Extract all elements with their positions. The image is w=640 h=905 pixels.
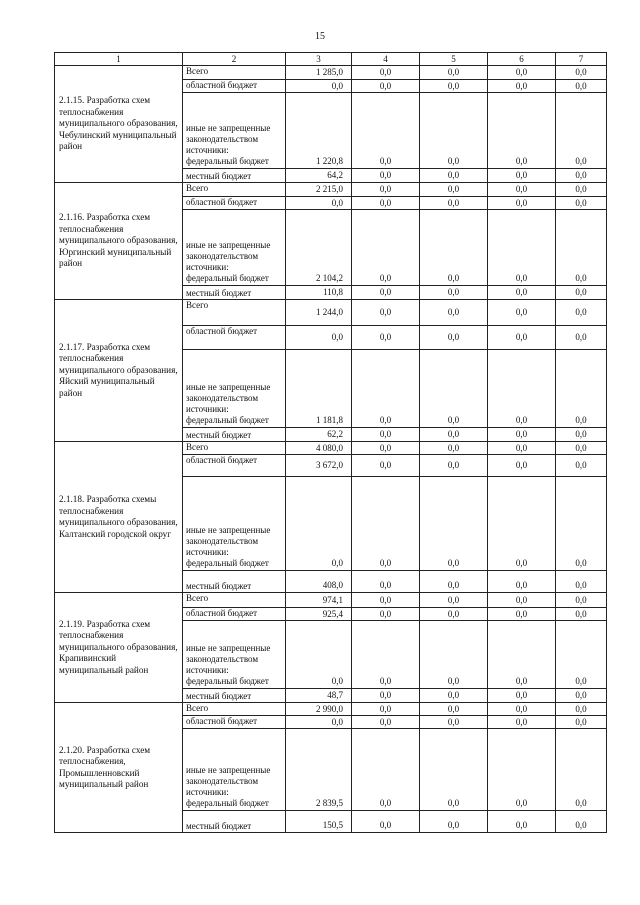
- value-cell: 0,0: [286, 716, 352, 729]
- table-row: [55, 442, 607, 455]
- local-label: местный бюджет: [183, 286, 286, 300]
- value-cell: 0,0: [488, 428, 556, 442]
- header-cell: 2: [183, 53, 286, 66]
- value-cell: 0,0: [352, 689, 420, 703]
- value-cell: 0,0: [352, 93, 420, 169]
- value-cell: 0,0: [352, 210, 420, 286]
- value-cell: 0,0: [488, 300, 556, 326]
- value-cell: 0,0: [556, 621, 607, 689]
- value-cell: 0,0: [488, 703, 556, 716]
- header-cell: 4: [352, 53, 420, 66]
- value-cell: 1 285,0: [286, 66, 352, 80]
- header-cell: 6: [488, 53, 556, 66]
- value-cell: 0,0: [352, 571, 420, 593]
- value-cell: 0,0: [488, 350, 556, 428]
- value-cell: 2 215,0: [286, 183, 352, 197]
- value-cell: 0,0: [420, 93, 488, 169]
- table-row: [55, 703, 607, 716]
- value-cell: 0,0: [556, 442, 607, 455]
- header-cell: 5: [420, 53, 488, 66]
- value-cell: 0,0: [488, 326, 556, 350]
- other-sources-label: иные не запрещенные законодательством источники:: [186, 765, 271, 798]
- value-cell: 0,0: [352, 729, 420, 811]
- value-cell: 0,0: [352, 350, 420, 428]
- value-cell: 0,0: [420, 621, 488, 689]
- regional-label: областной бюджет: [183, 326, 286, 350]
- value-cell: 0,0: [556, 455, 607, 477]
- value-cell: 0,0: [556, 716, 607, 729]
- total-label: Всего: [183, 593, 286, 608]
- value-cell: 0,0: [488, 571, 556, 593]
- value-cell: 0,0: [420, 689, 488, 703]
- value-cell: 0,0: [286, 326, 352, 350]
- value-cell: 0,0: [420, 608, 488, 621]
- value-cell: 0,0: [556, 703, 607, 716]
- other-sources-label: иные не запрещенные законодательством источники:: [186, 643, 271, 676]
- value-cell: 0,0: [420, 442, 488, 455]
- value-cell: 0,0: [556, 811, 607, 833]
- value-cell: 0,0: [420, 350, 488, 428]
- local-label: местный бюджет: [183, 169, 286, 183]
- federal-label: федеральный бюджет: [186, 415, 269, 426]
- header-cell: 3: [286, 53, 352, 66]
- value-cell: 0,0: [556, 93, 607, 169]
- value-cell: 0,0: [556, 593, 607, 608]
- total-label: Всего: [183, 66, 286, 80]
- value-cell: 0,0: [556, 197, 607, 210]
- section-name: 2.1.18. Разработка схемы теплоснабжения муниципального образования, Калтанский городской округ: [55, 442, 183, 593]
- table-row: [55, 300, 607, 326]
- value-cell: 0,0: [488, 442, 556, 455]
- other-sources-label: иные не запрещенные законодательством источники:: [186, 123, 271, 156]
- value-cell: 0,0: [420, 80, 488, 93]
- value-cell: 0,0: [488, 80, 556, 93]
- federal-label: федеральный бюджет: [186, 798, 269, 809]
- value-cell: 2 839,5: [286, 729, 352, 811]
- total-label: Всего: [183, 442, 286, 455]
- value-cell: 0,0: [352, 286, 420, 300]
- value-cell: 4 080,0: [286, 442, 352, 455]
- value-cell: 0,0: [420, 811, 488, 833]
- value-cell: 0,0: [488, 621, 556, 689]
- value-cell: 48,7: [286, 689, 352, 703]
- value-cell: 0,0: [556, 300, 607, 326]
- total-label: Всего: [183, 183, 286, 197]
- federal-label: федеральный бюджет: [186, 558, 269, 569]
- header-row: [55, 53, 607, 66]
- value-cell: 0,0: [556, 326, 607, 350]
- value-cell: 0,0: [420, 716, 488, 729]
- value-cell: 110,8: [286, 286, 352, 300]
- value-cell: 0,0: [352, 608, 420, 621]
- value-cell: 0,0: [352, 716, 420, 729]
- header-cell: 1: [55, 53, 183, 66]
- value-cell: 1 220,8: [286, 93, 352, 169]
- value-cell: 0,0: [420, 571, 488, 593]
- value-cell: 0,0: [420, 326, 488, 350]
- value-cell: 0,0: [352, 66, 420, 80]
- value-cell: 0,0: [488, 593, 556, 608]
- value-cell: 0,0: [420, 197, 488, 210]
- source-label: [183, 210, 286, 286]
- federal-label: федеральный бюджет: [186, 676, 269, 687]
- regional-label: областной бюджет: [183, 716, 286, 729]
- value-cell: 0,0: [420, 593, 488, 608]
- value-cell: 0,0: [488, 183, 556, 197]
- value-cell: 0,0: [352, 621, 420, 689]
- value-cell: 62,2: [286, 428, 352, 442]
- value-cell: 0,0: [352, 593, 420, 608]
- value-cell: 408,0: [286, 571, 352, 593]
- value-cell: 0,0: [286, 197, 352, 210]
- value-cell: 0,0: [556, 477, 607, 571]
- value-cell: 150,5: [286, 811, 352, 833]
- value-cell: 0,0: [420, 183, 488, 197]
- source-label: [183, 350, 286, 428]
- value-cell: 0,0: [556, 80, 607, 93]
- value-cell: 0,0: [352, 428, 420, 442]
- value-cell: 0,0: [420, 455, 488, 477]
- value-cell: 0,0: [556, 286, 607, 300]
- value-cell: 0,0: [352, 183, 420, 197]
- budget-table: [54, 52, 607, 833]
- source-label: [183, 477, 286, 571]
- value-cell: 0,0: [556, 729, 607, 811]
- value-cell: 0,0: [488, 197, 556, 210]
- value-cell: 0,0: [488, 455, 556, 477]
- value-cell: 0,0: [420, 210, 488, 286]
- section-name: 2.1.15. Разработка схем теплоснабжения муниципального образования, Чебулинский муниципальный район: [55, 66, 183, 183]
- value-cell: 2 104,2: [286, 210, 352, 286]
- value-cell: 0,0: [488, 66, 556, 80]
- value-cell: 0,0: [488, 286, 556, 300]
- value-cell: 0,0: [420, 477, 488, 571]
- value-cell: 0,0: [352, 300, 420, 326]
- section-name: 2.1.17. Разработка схем теплоснабжения муниципального образования, Яйский муниципальный район: [55, 300, 183, 442]
- value-cell: 0,0: [352, 442, 420, 455]
- local-label: местный бюджет: [183, 811, 286, 833]
- other-sources-label: иные не запрещенные законодательством источники:: [186, 240, 271, 273]
- value-cell: 0,0: [556, 210, 607, 286]
- value-cell: 0,0: [352, 197, 420, 210]
- value-cell: 974,1: [286, 593, 352, 608]
- page-number: 15: [315, 31, 325, 42]
- value-cell: 0,0: [488, 811, 556, 833]
- value-cell: 0,0: [352, 80, 420, 93]
- value-cell: 0,0: [352, 811, 420, 833]
- value-cell: 0,0: [420, 66, 488, 80]
- table-row: [55, 183, 607, 197]
- value-cell: 0,0: [556, 350, 607, 428]
- regional-label: областной бюджет: [183, 197, 286, 210]
- value-cell: 0,0: [488, 689, 556, 703]
- federal-label: федеральный бюджет: [186, 273, 269, 284]
- value-cell: 0,0: [556, 66, 607, 80]
- section-name: 2.1.20. Разработка схем теплоснабжения, Промышленновский муниципальный район: [55, 703, 183, 833]
- value-cell: 64,2: [286, 169, 352, 183]
- other-sources-label: иные не запрещенные законодательством источники:: [186, 525, 271, 558]
- value-cell: 0,0: [286, 80, 352, 93]
- value-cell: 0,0: [352, 703, 420, 716]
- source-label: [183, 93, 286, 169]
- value-cell: 925,4: [286, 608, 352, 621]
- value-cell: 0,0: [352, 455, 420, 477]
- source-label: [183, 621, 286, 689]
- value-cell: 0,0: [488, 716, 556, 729]
- value-cell: 0,0: [420, 729, 488, 811]
- regional-label: областной бюджет: [183, 80, 286, 93]
- other-sources-label: иные не запрещенные законодательством источники:: [186, 382, 271, 415]
- value-cell: 0,0: [488, 210, 556, 286]
- local-label: местный бюджет: [183, 428, 286, 442]
- value-cell: 0,0: [556, 571, 607, 593]
- value-cell: 0,0: [556, 608, 607, 621]
- value-cell: 0,0: [488, 729, 556, 811]
- value-cell: 0,0: [286, 621, 352, 689]
- value-cell: 0,0: [556, 689, 607, 703]
- federal-label: федеральный бюджет: [186, 156, 269, 167]
- source-label: [183, 729, 286, 811]
- value-cell: 0,0: [556, 428, 607, 442]
- table-row: [55, 66, 607, 80]
- table-row: [55, 593, 607, 608]
- local-label: местный бюджет: [183, 689, 286, 703]
- value-cell: 0,0: [488, 93, 556, 169]
- value-cell: 0,0: [420, 300, 488, 326]
- value-cell: 0,0: [488, 169, 556, 183]
- value-cell: 0,0: [352, 477, 420, 571]
- total-label: Всего: [183, 703, 286, 716]
- regional-label: областной бюджет: [183, 608, 286, 621]
- section-name: 2.1.16. Разработка схем теплоснабжения муниципального образования, Юргинский муниципальный район: [55, 183, 183, 300]
- local-label: местный бюджет: [183, 571, 286, 593]
- value-cell: 1 244,0: [286, 300, 352, 326]
- value-cell: 0,0: [420, 169, 488, 183]
- value-cell: 0,0: [488, 477, 556, 571]
- value-cell: 0,0: [352, 169, 420, 183]
- header-cell: 7: [556, 53, 607, 66]
- value-cell: 0,0: [488, 608, 556, 621]
- value-cell: 0,0: [420, 286, 488, 300]
- section-name: 2.1.19. Разработка схем теплоснабжения муниципального образования, Крапивинский муниципальный район: [55, 593, 183, 703]
- regional-label: областной бюджет: [183, 455, 286, 477]
- value-cell: 3 672,0: [286, 455, 352, 477]
- value-cell: 0,0: [556, 183, 607, 197]
- total-label: Всего: [183, 300, 286, 326]
- value-cell: 0,0: [286, 477, 352, 571]
- value-cell: 2 990,0: [286, 703, 352, 716]
- value-cell: 0,0: [352, 326, 420, 350]
- value-cell: 0,0: [420, 703, 488, 716]
- value-cell: 0,0: [420, 428, 488, 442]
- value-cell: 1 181,8: [286, 350, 352, 428]
- value-cell: 0,0: [556, 169, 607, 183]
